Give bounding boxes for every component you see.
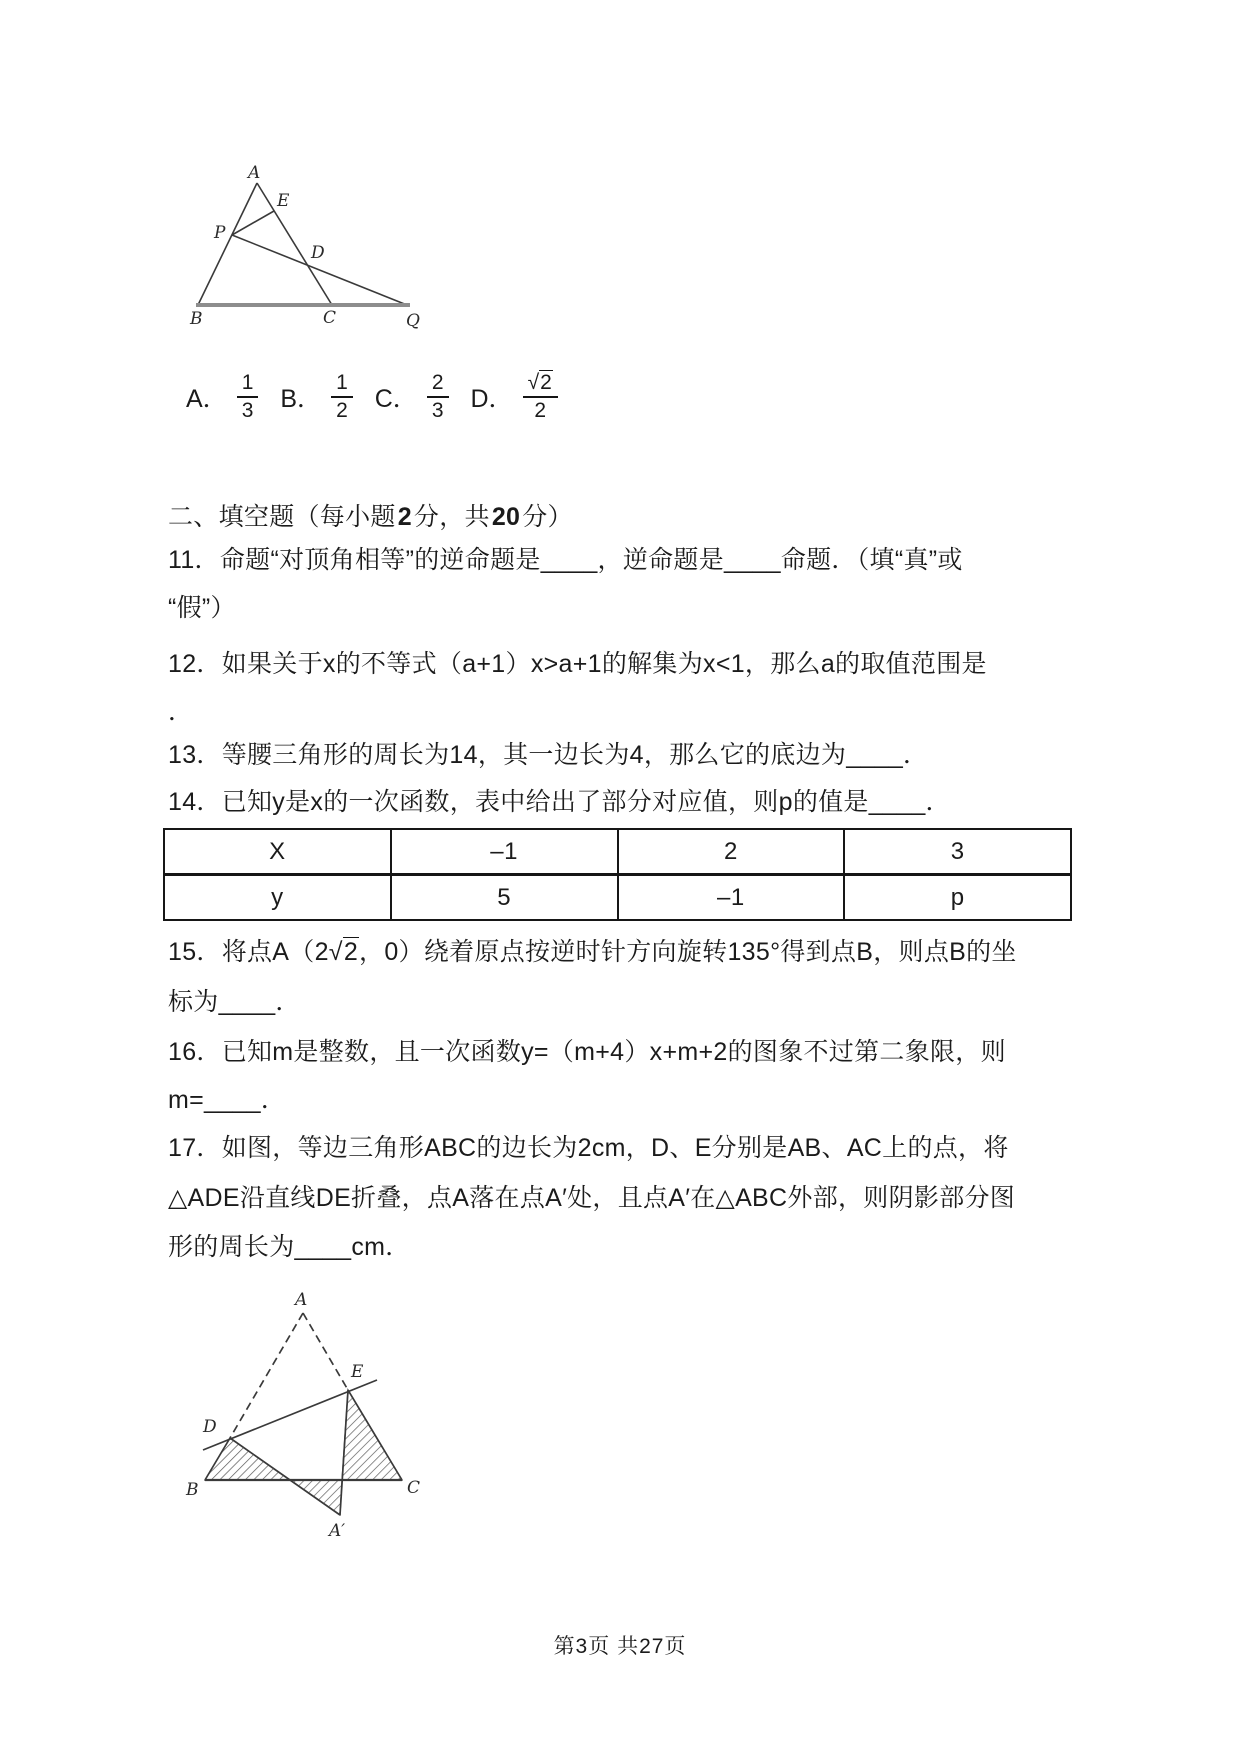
question-17-line-3: 形的周长为____cm． [168, 1233, 411, 1261]
option-c-fraction [427, 371, 449, 422]
option-b [280, 371, 352, 422]
question-15-line-1 [168, 935, 1017, 969]
label-E: E [351, 1362, 364, 1382]
question-17-line-2: △ADE沿直线DE折叠，点A落在点A′处，且点A′在△ABC外部，则阴影部分图 [168, 1184, 1016, 1212]
side-AB [198, 183, 257, 305]
cell-x-header: X [164, 829, 391, 875]
section-header-text: 分，共 [413, 503, 490, 531]
option-d-letter: D． [470, 385, 514, 413]
cell-y-value-1: 5 [391, 875, 618, 921]
fraction-numerator: 2 [427, 371, 449, 398]
radicand: 2 [540, 371, 552, 395]
option-c-letter: C． [374, 385, 418, 413]
cell-x-value-2: 2 [618, 829, 845, 875]
option-a-letter: A． [186, 385, 228, 413]
q15-text-pre: 15．将点A（2 [168, 938, 329, 966]
label-A: A [295, 1290, 308, 1310]
label-D: D [311, 243, 325, 263]
cell-y-value-3: p [844, 875, 1071, 921]
radicand: 2 [343, 938, 359, 966]
option-c [375, 371, 449, 422]
fraction-denominator: 2 [336, 399, 348, 422]
question-11-line-1: 11．命题“对顶角相等”的逆命题是____，逆命题是____命题．（填“真”或 [168, 546, 963, 574]
label-C: C [407, 1478, 421, 1498]
radical-sign: √ [328, 938, 343, 966]
question-13-line-1: 13．等腰三角形的周长为14，其一边长为4，那么它的底边为____． [168, 741, 929, 769]
question-14-line-1: 14．已知y是x的一次函数，表中给出了部分对应值，则p的值是____． [168, 788, 951, 816]
label-C: C [323, 308, 337, 328]
section-header-text: 二、填空题（每小题 [168, 503, 396, 531]
question-12-line-1: 12．如果关于x的不等式（a+1）x>a+1的解集为x<1，那么a的取值范围是 [168, 650, 987, 678]
cell-x-value-3: 3 [844, 829, 1071, 875]
label-A-prime: A′ [329, 1521, 346, 1541]
q15-text-post: ，0）绕着原点按逆时针方向旋转135°得到点B，则点B的坐 [359, 938, 1017, 966]
option-d [471, 371, 558, 422]
label-A: A [248, 163, 261, 183]
label-B: B [186, 1480, 199, 1500]
label-Q: Q [406, 311, 420, 331]
label-P: P [214, 223, 226, 243]
answer-options-row [186, 366, 580, 428]
fraction-denominator: 3 [241, 399, 254, 422]
dashed-side-AD [230, 1313, 303, 1438]
radical-sign: √ [527, 371, 540, 395]
section-header-fill-in [168, 500, 573, 534]
cell-y-header: y [164, 875, 391, 921]
label-B: B [190, 309, 203, 329]
cell-y-value-2: –1 [618, 875, 845, 921]
table-row-x [164, 829, 1071, 875]
label-E: E [277, 191, 290, 211]
label-D: D [203, 1417, 217, 1437]
fraction-denominator: 3 [431, 399, 444, 422]
option-a-fraction [237, 371, 259, 422]
fraction-numerator: 1 [331, 371, 353, 398]
table-row-y [164, 875, 1071, 921]
question-12-line-2: ． [168, 698, 194, 726]
question-15-line-2: 标为____． [168, 988, 301, 1016]
section-total-points: 20 [491, 503, 521, 531]
question-16-line-2: m=____． [168, 1086, 287, 1114]
sqrt-expression [329, 937, 359, 966]
figure-folded-triangle [185, 1285, 425, 1547]
question-11-line-2: “假”） [168, 594, 236, 622]
option-b-letter: B． [280, 385, 323, 413]
fraction-denominator: 2 [534, 399, 547, 422]
question-14-value-table [163, 828, 1072, 921]
section-header-text: 分） [522, 503, 573, 531]
option-a [186, 371, 258, 422]
section-points-per-question: 2 [397, 503, 412, 531]
question-16-line-1: 16．已知m是整数，且一次函数y=（m+4）x+m+2的图象不过第二象限，则 [168, 1038, 1006, 1066]
option-d-fraction [523, 371, 558, 422]
dashed-side-AE [303, 1313, 348, 1390]
page-number-footer: 第3页 共27页 [553, 1635, 687, 1658]
sqrt-numerator [523, 371, 558, 398]
figure-triangle-pbq [180, 148, 430, 333]
fraction-numerator: 1 [237, 371, 259, 398]
question-17-line-1: 17．如图，等边三角形ABC的边长为2cm，D、E分别是AB、AC上的点，将 [168, 1134, 1009, 1162]
cell-x-value-1: –1 [391, 829, 618, 875]
option-b-fraction [331, 371, 353, 422]
